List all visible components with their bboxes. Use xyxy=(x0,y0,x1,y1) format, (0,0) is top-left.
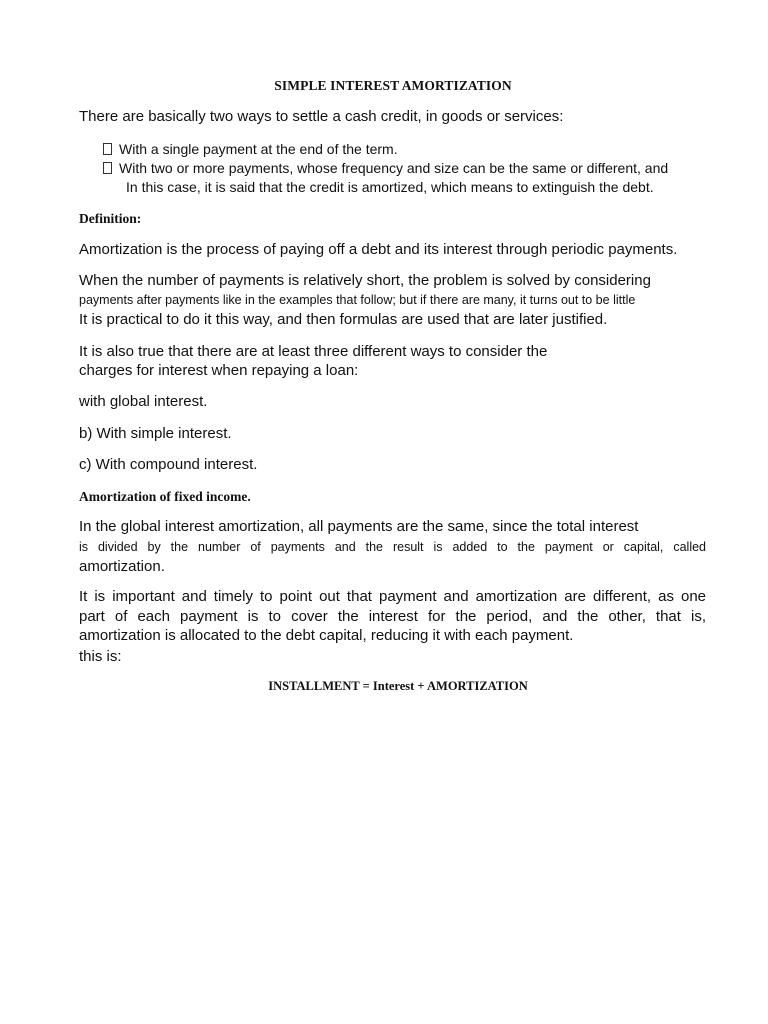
list-item: c) With compound interest. xyxy=(79,456,258,473)
bullet-continuation: In this case, it is said that the credit is amortized, which means to extinguish the debt. xyxy=(126,179,654,195)
bullet-text: With a single payment at the end of the term. xyxy=(119,141,398,157)
list-item: with global interest. xyxy=(79,393,208,410)
bullet-item xyxy=(103,140,398,158)
ways-line-2: charges for interest when repaying a loan: xyxy=(79,362,359,379)
payments-line-2: payments after payments like in the examples that follow; but if there are many, it turns out to be little xyxy=(79,293,636,307)
important-line-1: It is important and timely to point out that payment and amortization are different, as one xyxy=(79,588,706,605)
global-line-2: is divided by the number of payments and the result is added to the payment or capital, called xyxy=(79,540,706,554)
payments-line-1: When the number of payments is relatively short, the problem is solved by considering xyxy=(79,272,651,289)
checkbox-bullet-icon xyxy=(103,162,112,174)
definition-text: Amortization is the process of paying off a debt and its interest through periodic payments. xyxy=(79,241,678,258)
important-line-3: amortization is allocated to the debt capital, reducing it with each payment. xyxy=(79,627,574,644)
bullet-item xyxy=(103,159,668,177)
document-title: SIMPLE INTEREST AMORTIZATION xyxy=(274,78,512,93)
global-line-3: amortization. xyxy=(79,558,165,575)
ways-line-1: It is also true that there are at least three different ways to consider the xyxy=(79,343,548,360)
installment-formula: INSTALLMENT = Interest + AMORTIZATION xyxy=(268,679,528,693)
definition-heading: Definition: xyxy=(79,211,142,226)
intro-text: There are basically two ways to settle a cash credit, in goods or services: xyxy=(79,108,564,125)
bullet-text: With two or more payments, whose frequency and size can be the same or different, and xyxy=(119,160,669,176)
payments-line-3: It is practical to do it this way, and then formulas are used that are later justified. xyxy=(79,311,608,328)
list-item: b) With simple interest. xyxy=(79,425,232,442)
important-line-4: this is: xyxy=(79,648,122,665)
checkbox-bullet-icon xyxy=(103,143,112,155)
fixed-income-heading: Amortization of fixed income. xyxy=(79,489,251,504)
important-line-2: part of each payment is to cover the interest for the period, and the other, that is, xyxy=(79,608,706,625)
global-line-1: In the global interest amortization, all payments are the same, since the total interest xyxy=(79,518,639,535)
